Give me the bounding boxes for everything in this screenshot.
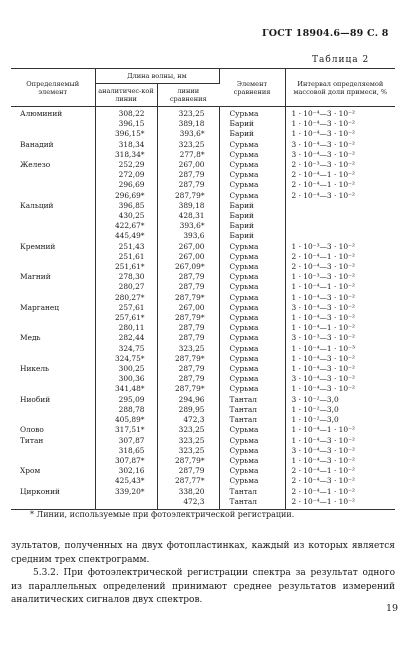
table-row xyxy=(11,170,395,180)
table-row xyxy=(11,384,395,394)
cell-reference-element: Барий xyxy=(219,231,285,241)
cell-analytical-line: 251,61* xyxy=(95,262,157,272)
cell-comparison-line: 287,79 xyxy=(157,364,219,374)
table-row xyxy=(11,282,395,292)
cell-reference-element: Сурьма xyxy=(219,282,285,292)
cell-comparison-line: 267,00 xyxy=(157,303,219,313)
table-row xyxy=(11,476,395,486)
paragraph-text: зультатов, полученных на двух фотопластинках, каждый из которых является средним трех спектрограмм. xyxy=(11,541,395,565)
cell-reference-element: Сурьма xyxy=(219,160,285,170)
cell-analytical-line: 445,49* xyxy=(95,231,157,241)
cell-range: 1 · 10⁻⁴—1 · 10⁻² xyxy=(291,323,355,333)
cell-reference-element: Сурьма xyxy=(219,364,285,374)
cell-range: 3 · 10⁻⁴—3 · 10⁻² xyxy=(291,445,355,455)
cell-analytical-line: 318,65 xyxy=(95,446,157,456)
cell-reference-element: Сурьма xyxy=(219,436,285,446)
cell-comparison-line: 287,79* xyxy=(157,456,219,466)
cell-range: 2 · 10⁻⁴—3 · 10⁻² xyxy=(291,262,355,272)
cell-reference-element: Сурьма xyxy=(219,333,285,343)
col-header-range: Интервал определяемой массовой доли примеси, % xyxy=(285,69,395,107)
cell-range: 1 · 10⁻³—3 · 10⁻² xyxy=(291,272,355,282)
cell-comparison-line: 393,6* xyxy=(157,129,219,139)
cell-analytical-line: 257,61 xyxy=(95,303,157,313)
cell-analytical-line: 422,67* xyxy=(95,221,157,231)
cell-comparison-line: 287,79 xyxy=(157,323,219,333)
table-row xyxy=(11,211,395,221)
cell-analytical-line: 251,61 xyxy=(95,252,157,262)
cell-reference-element: Барий xyxy=(219,129,285,139)
cell-reference-element: Сурьма xyxy=(219,303,285,313)
cell-comparison-line: 287,79 xyxy=(157,466,219,476)
cell-element xyxy=(11,456,95,466)
table-row xyxy=(11,303,395,313)
cell-element xyxy=(11,313,95,323)
spectral-lines-table xyxy=(11,68,395,510)
cell-analytical-line: 425,43* xyxy=(95,476,157,486)
cell-range: 3 · 10⁻⁴—3 · 10⁻² xyxy=(291,149,355,159)
cell-element xyxy=(11,415,95,425)
cell-analytical-line: 396,15 xyxy=(95,119,157,129)
cell-reference-element: Тантал xyxy=(219,497,285,510)
cell-comparison-line: 287,79* xyxy=(157,384,219,394)
table-row xyxy=(11,354,395,364)
cell-comparison-line: 323,25 xyxy=(157,344,219,354)
cell-range: 3 · 10⁻²—3,0 xyxy=(291,394,339,404)
cell-reference-element: Барий xyxy=(219,119,285,129)
cell-element xyxy=(11,293,95,303)
cell-analytical-line: 307,87 xyxy=(95,436,157,446)
cell-reference-element: Барий xyxy=(219,201,285,211)
table-row xyxy=(11,415,395,425)
table-row xyxy=(11,333,395,343)
table-row xyxy=(11,252,395,262)
table-row xyxy=(11,201,395,211)
cell-comparison-line: 267,00 xyxy=(157,242,219,252)
cell-element xyxy=(11,252,95,262)
table-row xyxy=(11,446,395,456)
cell-reference-element: Сурьма xyxy=(219,384,285,394)
table-row xyxy=(11,487,395,497)
table-row xyxy=(11,129,395,139)
cell-reference-element: Сурьма xyxy=(219,140,285,150)
cell-range: 2 · 10⁻⁴—1 · 10⁻² xyxy=(291,486,355,496)
cell-reference-element: Сурьма xyxy=(219,191,285,201)
cell-analytical-line: 308,22 xyxy=(95,107,157,120)
cell-analytical-line: 300,36 xyxy=(95,374,157,384)
col-header-comparison-line: линии сравнения xyxy=(157,84,219,107)
cell-range: 1 · 10⁻⁴—1 · 10⁻² xyxy=(291,425,355,435)
cell-analytical-line: 280,27 xyxy=(95,282,157,292)
page-number: 19 xyxy=(386,603,399,614)
cell-analytical-line: 324,75 xyxy=(95,344,157,354)
cell-range: 1 · 10⁻⁴—1 · 10⁻³ xyxy=(291,343,355,353)
cell-analytical-line: 251,43 xyxy=(95,242,157,252)
cell-analytical-line: 317,51* xyxy=(95,425,157,435)
cell-range: 1 · 10⁻⁴—3 · 10⁻² xyxy=(291,455,355,465)
cell-element: Марганец xyxy=(11,303,95,313)
cell-analytical-line xyxy=(95,497,157,510)
cell-comparison-line: 294,96 xyxy=(157,395,219,405)
cell-range: 1 · 10⁻³—3 · 10⁻² xyxy=(291,241,355,251)
cell-element: Магний xyxy=(11,272,95,282)
table-row xyxy=(11,405,395,415)
cell-range: 1 · 10⁻²—3,0 xyxy=(291,415,339,425)
cell-element: Ванадий xyxy=(11,140,95,150)
cell-range xyxy=(285,221,395,231)
cell-comparison-line: 277,8* xyxy=(157,150,219,160)
cell-analytical-line: 341,48* xyxy=(95,384,157,394)
cell-analytical-line: 296,69 xyxy=(95,180,157,190)
cell-element xyxy=(11,282,95,292)
cell-comparison-line: 323,25 xyxy=(157,446,219,456)
cell-element xyxy=(11,405,95,415)
cell-analytical-line: 257,61* xyxy=(95,313,157,323)
table-row xyxy=(11,140,395,150)
cell-range: 2 · 10⁻⁴—1 · 10⁻² xyxy=(291,170,355,180)
table-row xyxy=(11,221,395,231)
table-row xyxy=(11,119,395,129)
cell-element xyxy=(11,180,95,190)
cell-comparison-line: 287,79* xyxy=(157,293,219,303)
cell-reference-element: Сурьма xyxy=(219,354,285,364)
cell-range: 1 · 10⁻⁴—3 · 10⁻² xyxy=(291,292,355,302)
cell-reference-element: Барий xyxy=(219,211,285,221)
cell-analytical-line: 282,44 xyxy=(95,333,157,343)
cell-reference-element: Сурьма xyxy=(219,242,285,252)
cell-element: Медь xyxy=(11,333,95,343)
table-row xyxy=(11,231,395,241)
table-row xyxy=(11,497,395,510)
col-header-wavelength-group: Длина волны, нм xyxy=(95,69,219,84)
cell-comparison-line: 267,09* xyxy=(157,262,219,272)
table-row xyxy=(11,191,395,201)
cell-element xyxy=(11,344,95,354)
cell-analytical-line: 307,87* xyxy=(95,456,157,466)
table-row xyxy=(11,436,395,446)
cell-element: Никель xyxy=(11,364,95,374)
cell-element xyxy=(11,446,95,456)
cell-range: 1 · 10⁻⁴—3 · 10⁻² xyxy=(291,129,355,139)
col-header-element: Определяемый элемент xyxy=(11,69,95,107)
cell-range xyxy=(285,201,395,211)
cell-range: 3 · 10⁻³—3 · 10⁻² xyxy=(291,333,355,343)
cell-comparison-line: 389,18 xyxy=(157,119,219,129)
cell-range: 3 · 10⁻⁴—3 · 10⁻² xyxy=(291,139,355,149)
table-row xyxy=(11,180,395,190)
table-caption: Таблица 2 xyxy=(312,55,370,65)
table-row xyxy=(11,323,395,333)
cell-reference-element: Сурьма xyxy=(219,107,285,120)
cell-range xyxy=(285,231,395,241)
cell-analytical-line: 396,85 xyxy=(95,201,157,211)
cell-comparison-line: 287,79 xyxy=(157,282,219,292)
cell-analytical-line: 280,27* xyxy=(95,293,157,303)
cell-element xyxy=(11,497,95,510)
table-row xyxy=(11,262,395,272)
cell-reference-element: Сурьма xyxy=(219,456,285,466)
cell-reference-element: Сурьма xyxy=(219,466,285,476)
cell-range: 2 · 10⁻⁴—1 · 10⁻² xyxy=(285,497,395,510)
cell-range: 1 · 10⁻⁴—3 · 10⁻² xyxy=(291,109,355,118)
table-row xyxy=(11,344,395,354)
paragraph-5-3-2 xyxy=(11,567,395,608)
cell-range: 1 · 10⁻⁴—3 · 10⁻² xyxy=(291,353,355,363)
table-row xyxy=(11,395,395,405)
cell-element: Кальций xyxy=(11,201,95,211)
cell-analytical-line: 280,11 xyxy=(95,323,157,333)
cell-comparison-line: 393,6 xyxy=(157,231,219,241)
cell-comparison-line: 323,25 xyxy=(157,425,219,435)
cell-analytical-line: 430,25 xyxy=(95,211,157,221)
cell-element: Хром xyxy=(11,466,95,476)
table-row xyxy=(11,466,395,476)
cell-reference-element: Тантал xyxy=(219,395,285,405)
cell-reference-element: Сурьма xyxy=(219,374,285,384)
cell-comparison-line: 287,79 xyxy=(157,170,219,180)
cell-comparison-line: 472,3 xyxy=(157,415,219,425)
table-row xyxy=(11,272,395,282)
cell-analytical-line: 300,25 xyxy=(95,364,157,374)
cell-element: Железо xyxy=(11,160,95,170)
cell-range: 2 · 10⁻⁴—3 · 10⁻² xyxy=(291,190,355,200)
cell-range: 3 · 10⁻⁴—3 · 10⁻² xyxy=(291,302,355,312)
table-row xyxy=(11,150,395,160)
cell-element xyxy=(11,150,95,160)
cell-reference-element: Сурьма xyxy=(219,180,285,190)
cell-reference-element: Сурьма xyxy=(219,476,285,486)
cell-reference-element: Сурьма xyxy=(219,252,285,262)
footnote: * Линии, используемые при фотоэлектрической регистрации. xyxy=(30,510,295,519)
cell-reference-element: Сурьма xyxy=(219,344,285,354)
cell-element: Цирконий xyxy=(11,487,95,497)
table-row xyxy=(11,374,395,384)
cell-range xyxy=(285,211,395,221)
cell-analytical-line: 296,69* xyxy=(95,191,157,201)
cell-comparison-line: 267,00 xyxy=(157,160,219,170)
cell-reference-element: Сурьма xyxy=(219,323,285,333)
cell-range: 2 · 10⁻⁴—1 · 10⁻² xyxy=(291,251,355,261)
cell-element xyxy=(11,374,95,384)
cell-comparison-line: 287,79 xyxy=(157,180,219,190)
cell-comparison-line: 287,79 xyxy=(157,333,219,343)
cell-element xyxy=(11,476,95,486)
cell-range: 3 · 10⁻⁴—3 · 10⁻² xyxy=(291,374,355,384)
table-row xyxy=(11,425,395,435)
cell-analytical-line: 252,29 xyxy=(95,160,157,170)
cell-analytical-line: 272,09 xyxy=(95,170,157,180)
cell-comparison-line: 287,79* xyxy=(157,313,219,323)
cell-reference-element: Сурьма xyxy=(219,272,285,282)
table-row xyxy=(11,313,395,323)
cell-comparison-line: 289,95 xyxy=(157,405,219,415)
cell-element xyxy=(11,231,95,241)
cell-comparison-line: 287,79* xyxy=(157,354,219,364)
table-row xyxy=(11,242,395,252)
cell-comparison-line: 323,25 xyxy=(157,107,219,120)
cell-range: 2 · 10⁻⁴—1 · 10⁻² xyxy=(291,466,355,476)
table-body xyxy=(11,107,395,510)
document-header: ГОСТ 18904.6—89 С. 8 xyxy=(262,28,389,39)
cell-comparison-line: 287,77* xyxy=(157,476,219,486)
cell-analytical-line: 339,20* xyxy=(95,487,157,497)
col-header-analytical-line: аналитичес-кой линии xyxy=(95,84,157,107)
cell-element xyxy=(11,384,95,394)
cell-element xyxy=(11,262,95,272)
cell-reference-element: Сурьма xyxy=(219,262,285,272)
cell-element xyxy=(11,129,95,139)
cell-element xyxy=(11,323,95,333)
cell-reference-element: Сурьма xyxy=(219,425,285,435)
paragraph-text: 5.3.2. При фотоэлектрической регистрации спектра за результат одного из параллельных определений принимают среднее результатов измерений аналитических сигналов двух спектров. xyxy=(11,568,395,605)
table-row xyxy=(11,160,395,170)
cell-element xyxy=(11,221,95,231)
cell-reference-element: Барий xyxy=(219,221,285,231)
cell-element xyxy=(11,211,95,221)
cell-analytical-line: 318,34 xyxy=(95,140,157,150)
cell-element: Алюминий xyxy=(11,107,95,120)
cell-reference-element: Сурьма xyxy=(219,446,285,456)
cell-range: 1 · 10⁻⁴—3 · 10⁻² xyxy=(291,435,355,445)
cell-reference-element: Сурьма xyxy=(219,313,285,323)
table-row xyxy=(11,293,395,303)
cell-analytical-line: 396,15* xyxy=(95,129,157,139)
cell-element xyxy=(11,191,95,201)
cell-comparison-line: 267,00 xyxy=(157,252,219,262)
cell-comparison-line: 393,6* xyxy=(157,221,219,231)
cell-comparison-line: 428,31 xyxy=(157,211,219,221)
table-row xyxy=(11,456,395,466)
cell-reference-element: Тантал xyxy=(219,487,285,497)
col-header-reference-element: Элемент сравнения xyxy=(219,69,285,107)
cell-range: 2 · 10⁻⁴—1 · 10⁻² xyxy=(291,180,355,190)
cell-analytical-line: 278,30 xyxy=(95,272,157,282)
cell-comparison-line: 389,18 xyxy=(157,201,219,211)
cell-element: Кремний xyxy=(11,242,95,252)
cell-range: 1 · 10⁻⁴—1 · 10⁻² xyxy=(291,282,355,292)
cell-range: 2 · 10⁻³—3 · 10⁻² xyxy=(291,160,355,170)
cell-reference-element: Сурьма xyxy=(219,150,285,160)
cell-element: Титан xyxy=(11,436,95,446)
cell-element: Олово xyxy=(11,425,95,435)
cell-analytical-line: 302,16 xyxy=(95,466,157,476)
cell-analytical-line: 288,78 xyxy=(95,405,157,415)
table-row xyxy=(11,364,395,374)
cell-element xyxy=(11,170,95,180)
cell-analytical-line: 405,89* xyxy=(95,415,157,425)
cell-comparison-line: 338,20 xyxy=(157,487,219,497)
cell-reference-element: Сурьма xyxy=(219,170,285,180)
paragraph-continuation xyxy=(11,540,395,567)
cell-analytical-line: 318,34* xyxy=(95,150,157,160)
cell-analytical-line: 324,75* xyxy=(95,354,157,364)
cell-analytical-line: 295,09 xyxy=(95,395,157,405)
cell-range: 1 · 10⁻⁴—3 · 10⁻² xyxy=(291,364,355,374)
cell-comparison-line: 472,3 xyxy=(157,497,219,510)
table-row xyxy=(11,107,395,120)
cell-comparison-line: 287,79* xyxy=(157,191,219,201)
cell-comparison-line: 323,25 xyxy=(157,436,219,446)
cell-range: 1 · 10⁻⁴—3 · 10⁻² xyxy=(291,313,355,323)
cell-element xyxy=(11,119,95,129)
cell-element: Ниобий xyxy=(11,395,95,405)
cell-range: 1 · 10⁻²—3,0 xyxy=(291,404,339,414)
cell-comparison-line: 287,79 xyxy=(157,374,219,384)
cell-comparison-line: 323,25 xyxy=(157,140,219,150)
cell-range: 1 · 10⁻⁴—3 · 10⁻² xyxy=(291,384,355,394)
cell-reference-element: Сурьма xyxy=(219,293,285,303)
cell-range: 2 · 10⁻⁴—3 · 10⁻² xyxy=(291,476,355,486)
cell-range: 1 · 10⁻⁴—3 · 10⁻² xyxy=(291,119,355,129)
cell-reference-element: Тантал xyxy=(219,405,285,415)
cell-comparison-line: 287,79 xyxy=(157,272,219,282)
cell-element xyxy=(11,354,95,364)
cell-reference-element: Тантал xyxy=(219,415,285,425)
